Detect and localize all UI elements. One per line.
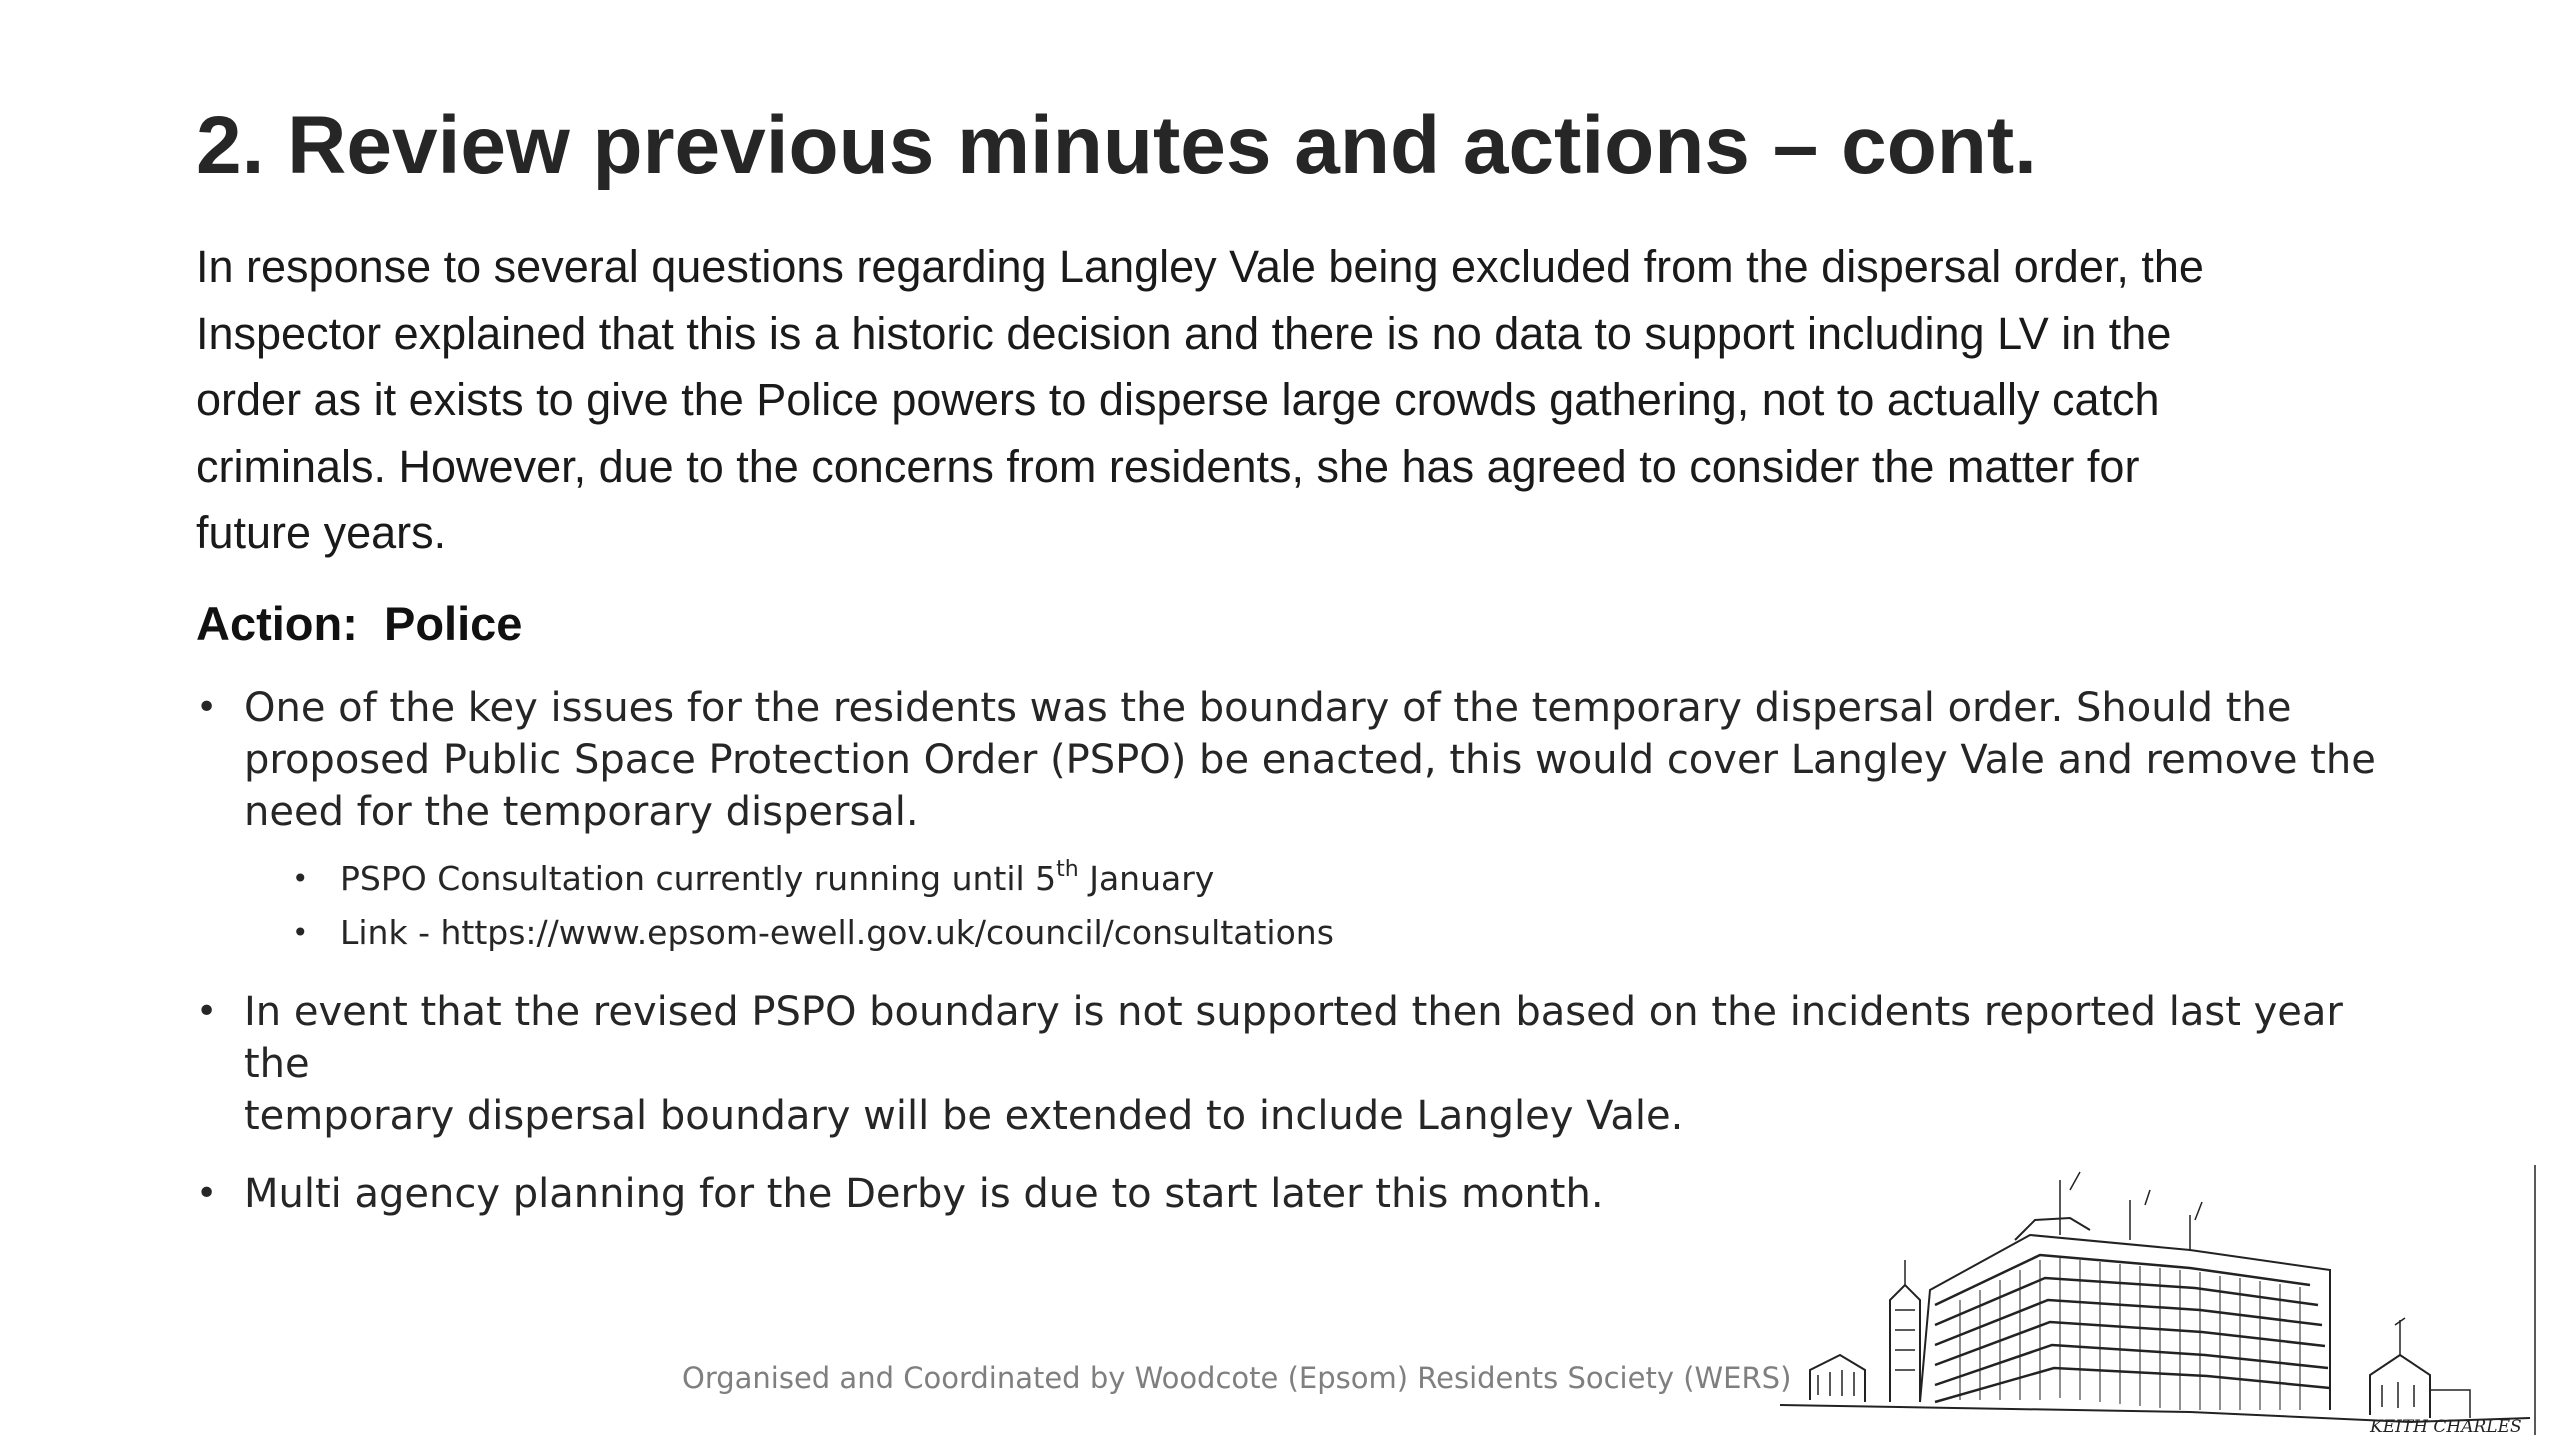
bullet-item <box>196 682 2416 960</box>
superscript-ordinal: th <box>1056 857 1079 882</box>
sub-bullet-item <box>292 852 2416 906</box>
bullet-dot-icon: • <box>196 991 218 1032</box>
intro-paragraph <box>196 234 2396 567</box>
sub-bullet-text: January <box>1078 859 1215 898</box>
consultation-link[interactable]: Link - https://www.epsom-ewell.gov.uk/council/consultations <box>340 913 1334 952</box>
bullet-line: temporary dispersal boundary will be extended to include Langley Vale. <box>244 1093 1684 1139</box>
footer-credit: Organised and Coordinated by Woodcote (Epsom) Residents Society (WERS) <box>682 1361 1792 1395</box>
bullet-dot-icon: • <box>292 862 309 895</box>
sub-bullet-text: PSPO Consultation currently running until 5 <box>340 859 1057 898</box>
intro-line: In response to several questions regarding Langley Vale being excluded from the dispersal order, the <box>196 241 2204 292</box>
intro-line: Inspector explained that this is a historic decision and there is no data to support including LV in the <box>196 307 2172 359</box>
intro-line: future years. <box>196 507 447 558</box>
action-heading: Action: Police <box>196 597 523 650</box>
bullet-line: need for the temporary dispersal. <box>244 789 919 835</box>
intro-line: order as it exists to give the Police powers to disperse large crowds gathering, not to actually catch <box>196 374 2160 425</box>
bullet-line: Multi agency planning for the Derby is due to start later this month. <box>244 1171 1604 1217</box>
sub-bullet-list <box>292 852 2416 960</box>
artist-signature: KEITH CHARLES <box>2370 1417 2522 1437</box>
bullet-line: proposed Public Space Protection Order (PSPO) be enacted, this would cover Langley Vale and remove the <box>244 737 2376 783</box>
bullet-line: One of the key issues for the residents was the boundary of the temporary dispersal order. Should the <box>244 685 2292 731</box>
bullet-line: In event that the revised PSPO boundary is not supported then based on the incidents reported last year the <box>244 989 2343 1087</box>
slide-title: 2. Review previous minutes and actions – cont. <box>196 100 2037 191</box>
bullet-dot-icon: • <box>196 687 218 728</box>
grandstand-sketch-illustration <box>1770 1160 2540 1440</box>
bullet-dot-icon: • <box>292 916 309 949</box>
intro-line: criminals. However, due to the concerns from residents, she has agreed to consider the matter for <box>196 440 2140 492</box>
bullet-dot-icon: • <box>196 1173 218 1214</box>
bullet-item <box>196 986 2416 1142</box>
bullet-list <box>196 682 2416 1220</box>
sub-bullet-item <box>292 906 2416 960</box>
